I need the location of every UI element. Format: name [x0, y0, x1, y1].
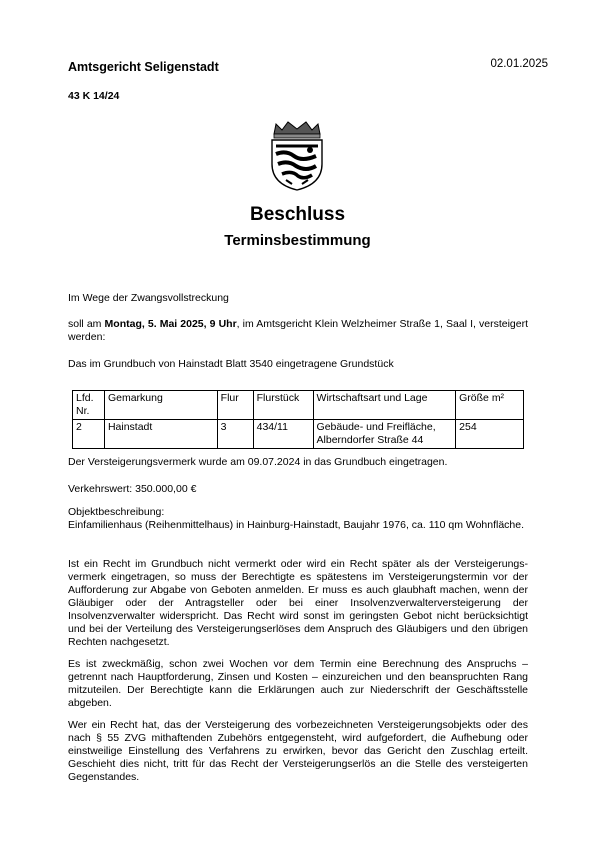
- table-header-cell: Gemarkung: [104, 391, 217, 420]
- document-date: 02.01.2025: [490, 58, 548, 70]
- document-title: Beschluss: [249, 204, 346, 225]
- table-cell: Hainstadt: [104, 420, 217, 449]
- table-cell: 254: [456, 420, 524, 449]
- table-header-row: [73, 391, 524, 420]
- table-header-cell: Größe m²: [456, 391, 524, 420]
- table-cell: Gebäude- und Freifläche, Alberndorfer Straße 44: [313, 420, 456, 449]
- schedule-datetime: Montag, 5. Mai 2025, 9 Uhr: [104, 318, 237, 330]
- property-table: [72, 390, 524, 449]
- paragraph-rights-registration: Ist ein Recht im Grundbuch nicht vermerkt oder wird ein Recht später als der Versteigerungs-vermerk eingetragen, so muss der Berechtigte es spätestens im Versteigerungstermin vor der Aufforderung zur Abgabe von Geboten anmelden. Er muss es auch glaubhaft machen, wenn der Gläubiger oder der Antragsteller oder bei einer Insolvenzverwalterversteigerung der Insolvenzverwalter widerspricht. Das Recht wird sonst im geringsten Gebot nicht berücksichtigt und bei der Verteilung des Versteigerungserlöses dem Anspruch des Gläubigers und den übrigen Rechten nachgesetzt.: [68, 558, 528, 648]
- schedule-prefix: soll am: [68, 318, 102, 330]
- table-cell: 434/11: [253, 420, 313, 449]
- schedule-suffix: , im Amtsgericht Klein Welzheimer Straße 1, Saal I, versteigert werden:: [68, 318, 529, 343]
- table-cell: 3: [217, 420, 253, 449]
- table-header-cell: Wirtschaftsart und Lage: [313, 391, 456, 420]
- document-subtitle: Terminsbestimmung: [224, 232, 371, 249]
- schedule-text: [68, 318, 528, 344]
- property-intro: Das im Grundbuch von Hainstadt Blatt 3540 eingetragene Grundstück: [68, 358, 394, 370]
- coat-of-arms-icon: [266, 120, 328, 192]
- intro-text: Im Wege der Zwangsvollstreckung: [68, 292, 229, 304]
- registration-note: Der Versteigerungsvermerk wurde am 09.07.2024 in das Grundbuch eingetragen.: [68, 456, 448, 468]
- paragraph-opposing-rights: Wer ein Recht hat, das der Versteigerung des vorbezeichneten Versteigerungsobjekts oder des nach § 55 ZVG mithaftenden Zubehörs entgegensteht, wird aufgefordert, die Aufhebung oder einstweilige Einstellung des Verfahrens zu erwirken, bevor das Gericht den Zuschlag erteilt. Geschieht dies nicht, tritt für das Recht der Versteigerungserlös an die Stelle des versteigerten Gegenstandes.: [68, 719, 528, 783]
- object-label: Objektbeschreibung:: [68, 506, 165, 518]
- object-description: Einfamilienhaus (Reihenmittelhaus) in Hainburg-Hainstadt, Baujahr 1976, ca. 110 qm Wohnfläche.: [68, 519, 525, 531]
- case-number: 43 K 14/24: [68, 90, 120, 102]
- table-header-cell: Flurstück: [253, 391, 313, 420]
- table-cell: 2: [73, 420, 105, 449]
- table-row: [73, 420, 524, 449]
- paragraph-claim-calculation: Es ist zweckmäßig, schon zwei Wochen vor dem Termin eine Berechnung des Anspruchs – getrennt nach Hauptforderung, Zinsen und Kosten – einzureichen und den beanspruchten Rang mitzuteilen. Der Berechtigte kann die Erklärungen auch zur Niederschrift der Geschäftsstelle abgeben.: [68, 658, 528, 709]
- table-header-cell: Flur: [217, 391, 253, 420]
- market-value: Verkehrswert: 350.000,00 €: [68, 483, 197, 495]
- court-name: Amtsgericht Seligenstadt: [68, 60, 219, 74]
- table-header-cell: Lfd. Nr.: [73, 391, 105, 420]
